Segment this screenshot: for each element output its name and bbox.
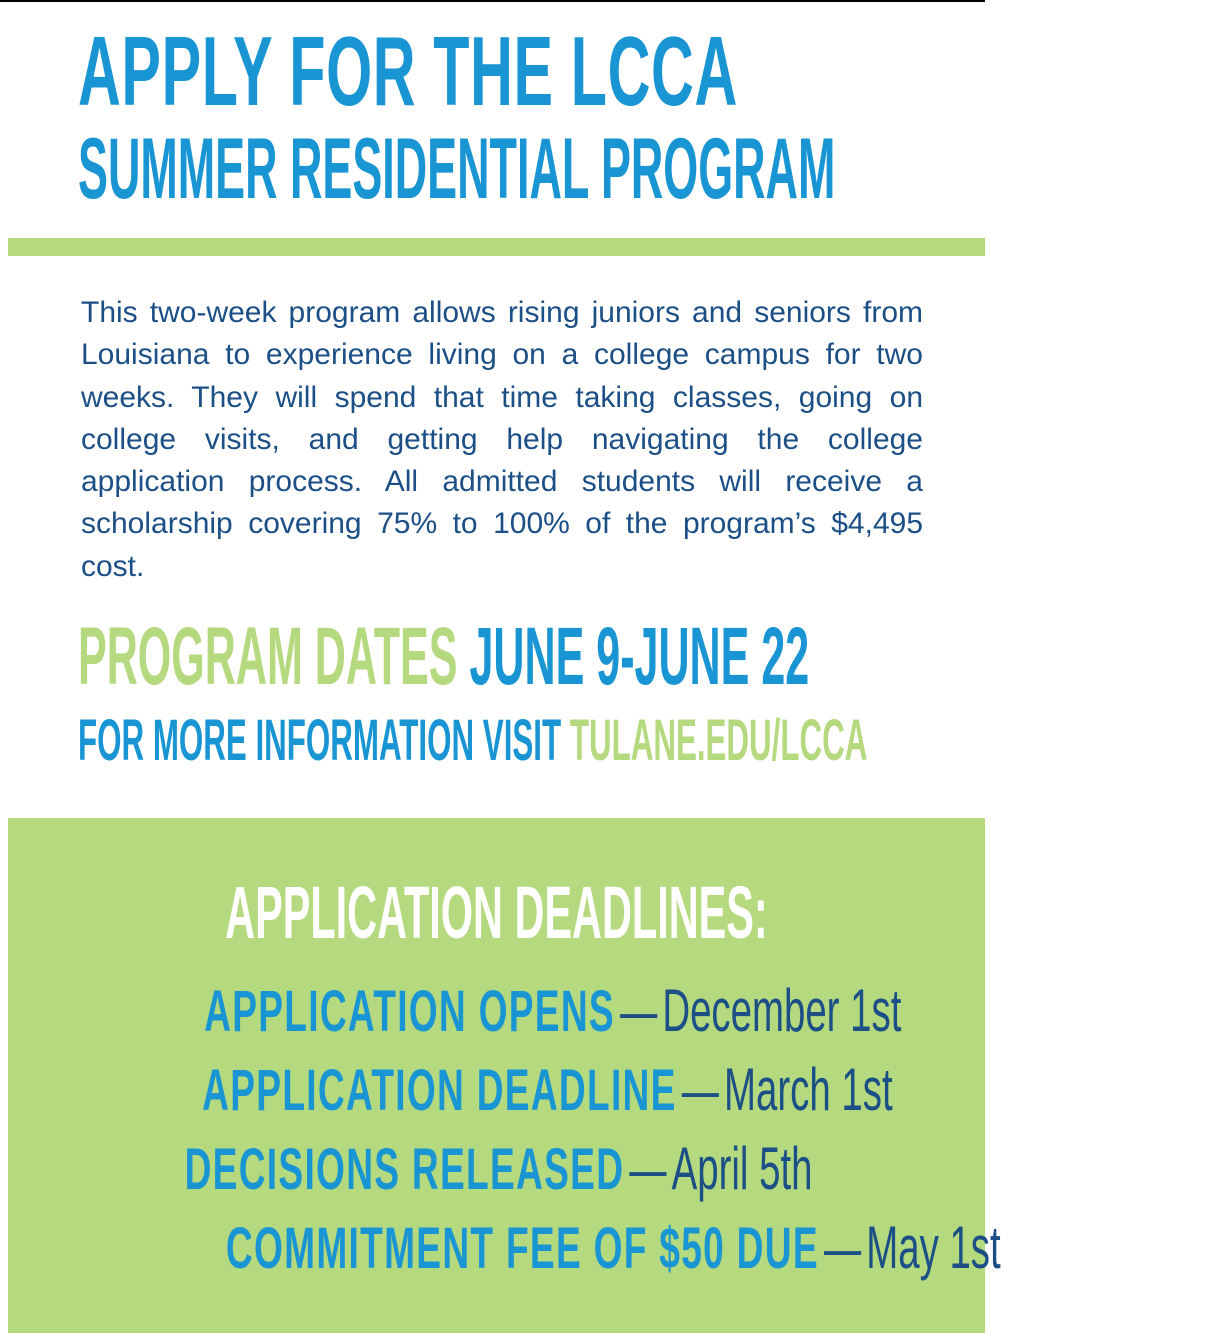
deadline-row-fee <box>8 1213 1001 1282</box>
more-info-link[interactable]: TULANE.EDU/LCCA <box>569 708 868 773</box>
deadlines-heading-wrap <box>8 871 985 954</box>
deadline-label: APPLICATION DEADLINE <box>202 1058 677 1123</box>
more-info-line <box>78 708 942 773</box>
headline-title: APPLY FOR THE LCCA <box>78 16 738 126</box>
deadline-date: December 1st <box>662 977 902 1044</box>
deadlines-heading: APPLICATION DEADLINES: <box>225 871 768 954</box>
headline-subtitle: SUMMER RESIDENTIAL PROGRAM <box>78 121 836 217</box>
deadline-date: April 5th <box>671 1135 813 1202</box>
program-dates-label: PROGRAM DATES <box>78 611 458 702</box>
deadlines-panel <box>8 818 1001 1333</box>
deadline-date: March 1st <box>724 1056 893 1123</box>
deadline-dash: — <box>620 979 658 1044</box>
more-info-label: FOR MORE INFORMATION VISIT <box>78 708 562 773</box>
divider-bar <box>8 238 985 256</box>
deadline-dash: — <box>629 1137 667 1202</box>
top-border <box>0 0 985 2</box>
deadline-row-deadline <box>8 1055 985 1124</box>
deadline-row-decisions <box>8 1134 985 1203</box>
program-dates-value: JUNE 9-JUNE 22 <box>469 611 810 702</box>
deadline-row-opens <box>8 976 985 1045</box>
deadline-date: May 1st <box>866 1214 1001 1281</box>
program-dates-line <box>78 611 918 702</box>
deadline-dash: — <box>681 1058 719 1123</box>
deadline-label: DECISIONS RELEASED <box>184 1137 625 1202</box>
deadline-dash: — <box>823 1216 862 1281</box>
deadline-label: APPLICATION OPENS <box>204 979 615 1044</box>
program-description: This two-week program allows rising juniors and seniors from Louisiana to experience living on a college campus for two weeks. They will spend that time taking classes, going on college visits, and getting help navigating the college application process. All admitted students will receive a scholarship covering 75% to 100% of the program’s $4,495 cost. <box>81 296 923 583</box>
deadline-label: COMMITMENT FEE OF $50 DUE <box>225 1216 819 1281</box>
